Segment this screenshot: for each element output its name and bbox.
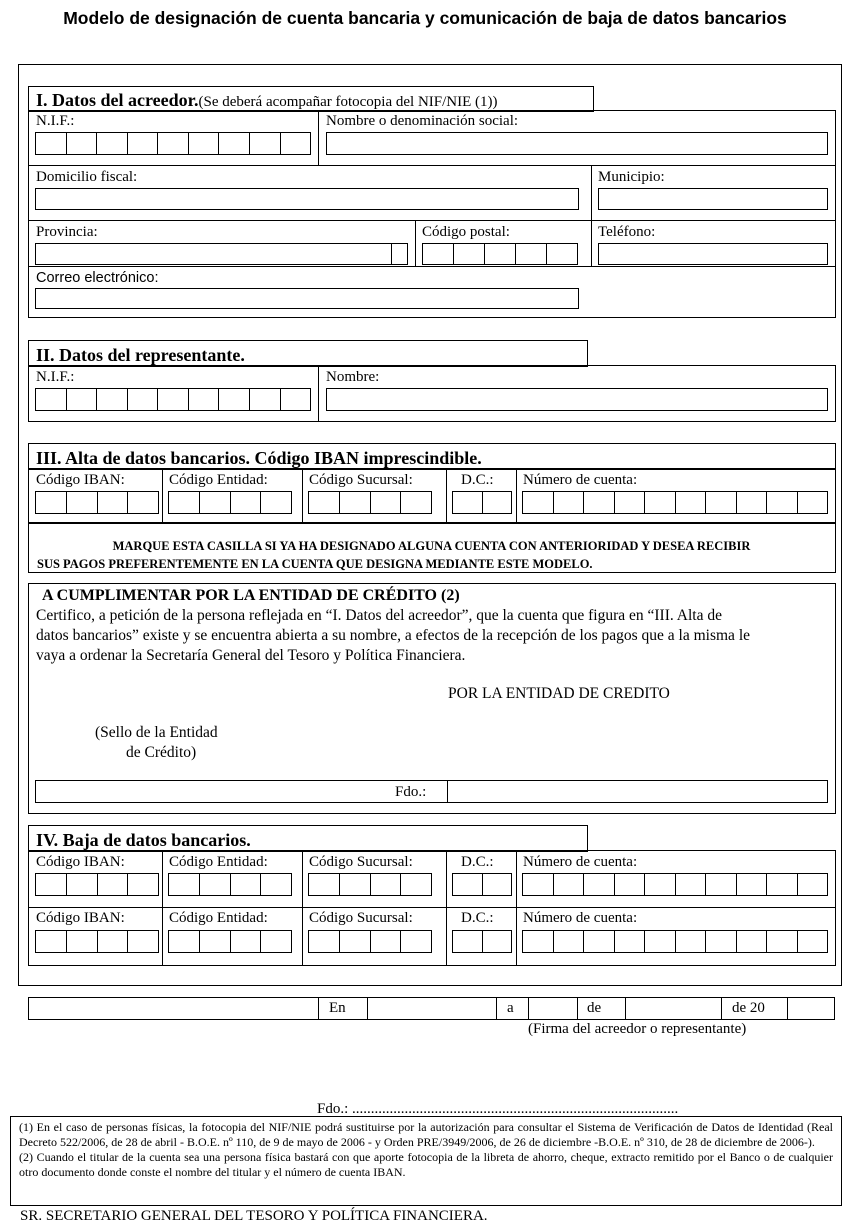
- domicilio-label: Domicilio fiscal:: [36, 169, 138, 185]
- section2-heading: II. Datos del representante.: [36, 345, 245, 365]
- telefono-field[interactable]: [598, 243, 828, 265]
- divider: [591, 221, 592, 267]
- baja1-iban-boxes[interactable]: [35, 873, 159, 896]
- provincia-label: Provincia:: [36, 224, 98, 240]
- baja1-entidad-label: Código Entidad:: [169, 854, 268, 870]
- certifico-line-1: Certifico, a petición de la persona reflejada en “I. Datos del acreedor”, que la cuenta que figura en “III. Alta de: [36, 607, 722, 624]
- baja1-sucursal-boxes[interactable]: [308, 873, 432, 896]
- baja2-sucursal-label: Código Sucursal:: [309, 910, 413, 926]
- divider: [302, 468, 303, 524]
- alta-sucursal-boxes[interactable]: [308, 491, 432, 514]
- baja2-entidad-label: Código Entidad:: [169, 910, 268, 926]
- rep-nif-label: N.I.F.:: [36, 369, 75, 385]
- divider: [516, 850, 517, 966]
- preferente-text-1: MARQUE ESTA CASILLA SI YA HA DESIGNADO ALGUNA CUENTA CON ANTERIORIDAD Y DESEA RECIBIR: [112, 539, 751, 553]
- alta-entidad-label: Código Entidad:: [169, 472, 268, 488]
- codigo-postal-boxes[interactable]: [422, 243, 578, 265]
- email-field[interactable]: [35, 288, 579, 309]
- baja2-cuenta-label: Número de cuenta:: [523, 910, 638, 926]
- alta-iban-boxes[interactable]: [35, 491, 159, 514]
- certifico-line-3: vaya a ordenar la Secretaría General del Tesoro y Política Financiera.: [36, 647, 466, 664]
- section2-header: [28, 340, 588, 367]
- preferente-text-2: SUS PAGOS PREFERENTEMENTE EN LA CUENTA QUE DESIGNA MEDIANTE ESTE MODELO.: [37, 557, 593, 571]
- alta-cuenta-boxes[interactable]: [522, 491, 828, 514]
- mes-field[interactable]: [626, 998, 721, 1019]
- section1-header: [28, 86, 594, 112]
- entidad-fdo-field[interactable]: [449, 781, 827, 802]
- divider: [446, 468, 447, 524]
- section4-header: [28, 825, 588, 852]
- domicilio-field[interactable]: [35, 188, 579, 210]
- baja1-sucursal-label: Código Sucursal:: [309, 854, 413, 870]
- dia-field[interactable]: [529, 998, 577, 1019]
- sello-line-2: de Crédito): [126, 744, 197, 761]
- section3-header: [28, 443, 836, 470]
- baja1-dc-label: D.C.:: [461, 854, 494, 870]
- divider: [318, 110, 319, 166]
- municipio-field[interactable]: [598, 188, 828, 210]
- notes-box: [10, 1116, 842, 1206]
- por-la-entidad: POR LA ENTIDAD DE CREDITO: [448, 685, 670, 702]
- nif-input-boxes[interactable]: [35, 132, 311, 155]
- baja1-cuenta-label: Número de cuenta:: [523, 854, 638, 870]
- note-2: (2) Cuando el titular de la cuenta sea una persona física bastará con que aporte fotocopia de la libreta de ahorro, cheque, extracto remitido por el Banco o de cualquier otro documento donde conste el nombre del titular y el número de cuenta IBAN.: [19, 1150, 833, 1179]
- codigo-postal-label: Código postal:: [422, 224, 510, 240]
- section1-heading-note: (Se deberá acompañar fotocopia del NIF/NIE (1)): [198, 94, 498, 110]
- baja2-sucursal-boxes[interactable]: [308, 930, 432, 953]
- provincia-field[interactable]: [35, 243, 408, 265]
- rep-nombre-label: Nombre:: [326, 369, 380, 385]
- alta-iban-label: Código IBAN:: [36, 472, 125, 488]
- anio-field[interactable]: [788, 998, 834, 1019]
- alta-cuenta-label: Número de cuenta:: [523, 472, 638, 488]
- divider: [591, 166, 592, 221]
- en-label: En: [329, 1000, 346, 1016]
- alta-sucursal-label: Código Sucursal:: [309, 472, 413, 488]
- entidad-heading: A CUMPLIMENTAR POR LA ENTIDAD DE CRÉDITO (2): [42, 587, 460, 604]
- baja1-cuenta-boxes[interactable]: [522, 873, 828, 896]
- nombre-social-label: Nombre o denominación social:: [326, 113, 519, 129]
- divider: [721, 997, 722, 1020]
- baja2-dc-label: D.C.:: [461, 910, 494, 926]
- baja1-iban-label: Código IBAN:: [36, 854, 125, 870]
- divider: [162, 850, 163, 966]
- divider: [496, 997, 497, 1020]
- alta-dc-boxes[interactable]: [452, 491, 512, 514]
- rep-nombre-field[interactable]: [326, 388, 828, 411]
- baja2-iban-label: Código IBAN:: [36, 910, 125, 926]
- baja2-iban-boxes[interactable]: [35, 930, 159, 953]
- a-label: a: [507, 1000, 514, 1016]
- firma-fdo-line[interactable]: Fdo.: .......................................................................................: [317, 1101, 679, 1117]
- baja2-entidad-boxes[interactable]: [168, 930, 292, 953]
- preferente-checkbox-area[interactable]: [28, 522, 836, 573]
- note-1: (1) En el caso de personas físicas, la fotocopia del NIF/NIE podrá sustituirse por la autorización para consultar el Sistema de Verificación de Datos de Identidad (Real Decreto 522/2006, de 28 de abril - B.O.E. nº 110, de 9 de mayo de 2006 - y Orden PRE/3949/2006, de 26 de diciembre -B.O.E. nº 310, de 28 de diciembre de 2006-).: [19, 1120, 833, 1149]
- baja2-cuenta-boxes[interactable]: [522, 930, 828, 953]
- de-label: de: [587, 1000, 602, 1016]
- section1-heading: I. Datos del acreedor.: [36, 90, 199, 110]
- lugar-field[interactable]: [368, 998, 496, 1019]
- divider: [415, 221, 416, 267]
- divider: [447, 780, 448, 803]
- certifico-line-2: datos bancarios” existe y se encuentra abierta a su nombre, a efectos de la recepción de los pagos que a la misma le: [36, 627, 750, 644]
- section4-heading: IV. Baja de datos bancarios.: [36, 830, 251, 850]
- alta-dc-label: D.C.:: [461, 472, 494, 488]
- baja1-dc-boxes[interactable]: [452, 873, 512, 896]
- divider: [577, 997, 578, 1020]
- firma-caption: (Firma del acreedor o representante): [528, 1021, 747, 1037]
- nombre-social-field[interactable]: [326, 132, 828, 155]
- sello-line-1: (Sello de la Entidad: [95, 724, 218, 741]
- de20-label: de 20: [732, 1000, 765, 1016]
- baja1-entidad-boxes[interactable]: [168, 873, 292, 896]
- telefono-label: Teléfono:: [598, 224, 656, 240]
- rep-nif-input-boxes[interactable]: [35, 388, 311, 411]
- entidad-fdo-label: Fdo.:: [395, 784, 427, 800]
- baja2-dc-boxes[interactable]: [452, 930, 512, 953]
- divider: [318, 365, 319, 422]
- municipio-label: Municipio:: [598, 169, 665, 185]
- divider: [302, 850, 303, 966]
- divider: [318, 997, 319, 1020]
- divider: [28, 907, 836, 908]
- section3-heading: III. Alta de datos bancarios. Código IBAN imprescindible.: [36, 448, 482, 468]
- alta-entidad-boxes[interactable]: [168, 491, 292, 514]
- nif-label: N.I.F.:: [36, 113, 75, 129]
- footer-addressee: SR. SECRETARIO GENERAL DEL TESORO Y POLÍTICA FINANCIERA.: [20, 1208, 488, 1224]
- divider: [516, 468, 517, 524]
- divider: [162, 468, 163, 524]
- email-label: Correo electrónico:: [36, 270, 159, 286]
- page-title: Modelo de designación de cuenta bancaria y comunicación de baja de datos bancarios: [63, 8, 787, 28]
- divider: [446, 850, 447, 966]
